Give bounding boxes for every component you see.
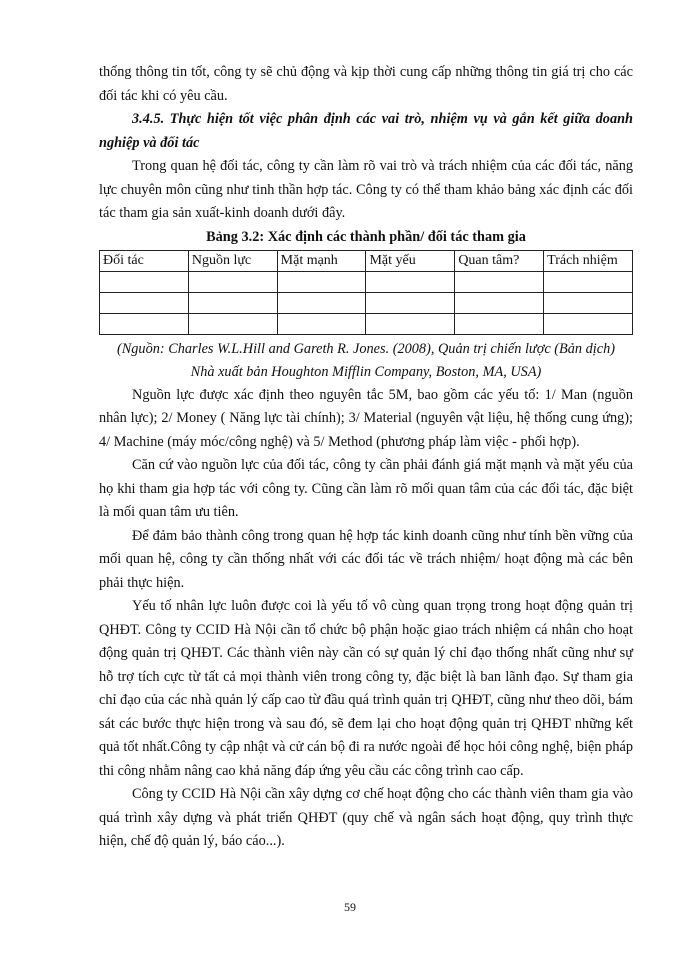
col-header-weaknesses: Mặt yếu bbox=[366, 250, 455, 271]
paragraph-continuation: thống thông tin tốt, công ty sẽ chủ động và kịp thời cung cấp những thông tin giá trị cho các đối tác khi có yêu cầu. bbox=[99, 64, 633, 104]
partners-table bbox=[99, 250, 633, 335]
table-cell bbox=[188, 313, 277, 334]
source-line-1: (Nguồn: Charles W.L.Hill and Gareth R. Jones. (2008), Quản trị chiến lược (Bản dịch) bbox=[116, 340, 616, 357]
table-header-row bbox=[100, 250, 633, 271]
table-cell bbox=[366, 292, 455, 313]
page-number: 59 bbox=[344, 900, 356, 914]
table-cell bbox=[366, 313, 455, 334]
paragraph-strengths: Căn cứ vào nguồn lực của đối tác, công ty cần phải đánh giá mặt mạnh và mặt yếu của họ khi tham gia hợp tác với công ty. Cũng cần làm rõ mối quan tâm của các đối tác, đặc biệt là mối quan tâm ưu tiên. bbox=[99, 457, 633, 520]
table-cell bbox=[455, 292, 544, 313]
table-cell bbox=[188, 271, 277, 292]
table-cell bbox=[100, 271, 189, 292]
intro-paragraph: Trong quan hệ đối tác, công ty cần làm rõ vai trò và trách nhiệm của các đối tác, năng lực chuyên môn cũng như tinh thần hợp tác. Công ty có thể tham khảo bảng xác định các đối tác tham gia sản xuất-kinh doanh dưới đây. bbox=[99, 158, 633, 221]
table-row bbox=[100, 271, 633, 292]
table-cell bbox=[100, 313, 189, 334]
table-cell bbox=[277, 271, 366, 292]
table-row bbox=[100, 292, 633, 313]
table-cell bbox=[544, 292, 633, 313]
paragraph-responsibility: Để đảm bảo thành công trong quan hệ hợp tác kinh doanh cũng như tính bền vững của mối quan hệ, công ty cần thống nhất với các đối tác về trách nhiệm/ hoạt động mà các bên phải thực hiện. bbox=[99, 527, 633, 591]
col-header-partner: Đối tác bbox=[100, 250, 189, 271]
table-cell bbox=[188, 292, 277, 313]
table-row bbox=[100, 313, 633, 334]
table-caption: Bảng 3.2: Xác định các thành phần/ đối tác tham gia bbox=[206, 228, 526, 245]
table-cell bbox=[366, 271, 455, 292]
col-header-resources: Nguồn lực bbox=[188, 250, 277, 271]
table-cell bbox=[277, 292, 366, 313]
section-heading: 3.4.5. Thực hiện tốt việc phân định các vai trò, nhiệm vụ và gắn kết giữa doanh nghiệp và đối tác bbox=[99, 111, 633, 151]
paragraph-5m: Nguồn lực được xác định theo nguyên tắc 5M, bao gồm các yếu tố: 1/ Man (nguồn nhân lực); 2/ Money ( Năng lực tài chính); 3/ Material (nguyên vật liệu, hệ thống cung ứng); 4/ Machine (máy móc/công nghệ) và 5/ Method (phương pháp làm việc - phối hợp). bbox=[99, 386, 633, 450]
table-cell bbox=[455, 313, 544, 334]
table-cell bbox=[544, 271, 633, 292]
col-header-strengths: Mặt mạnh bbox=[277, 250, 366, 271]
table-cell bbox=[544, 313, 633, 334]
col-header-interests: Quan tâm? bbox=[455, 250, 544, 271]
paragraph-human-factor: Yếu tố nhân lực luôn được coi là yếu tố vô cùng quan trọng trong hoạt động quản trị QHĐT. Công ty CCID Hà Nội cần tổ chức bộ phận hoặc giao trách nhiệm cá nhân cho hoạt động quản trị QHĐT. Các thành viên này cần có sự quản lý chỉ đạo thống nhất cũng như sự hỗ trợ tích cực từ tất cả mọi thành viên trong công ty, đặc biệt là ban lãnh đạo. Sự tham gia chỉ đạo của các nhà quản lý cấp cao từ đầu quá trình quản trị QHĐT, cũng như theo dõi, bám sát các bước thực hiện trong và sau đó, sẽ đem lại cho hoạt động quản trị QHĐT những kết quả tốt nhất.Công ty cập nhật và cử cán bộ đi ra nước ngoài để học hỏi công nghệ, biện pháp thi công nhằm nâng cao khả năng đáp ứng yêu cầu các công trình cao cấp. bbox=[99, 598, 633, 779]
table-source-note bbox=[99, 338, 633, 384]
table-cell bbox=[455, 271, 544, 292]
col-header-responsibility: Trách nhiệm bbox=[544, 250, 633, 271]
source-line-2: Nhà xuất bản Houghton Mifflin Company, Boston, MA, USA) bbox=[190, 363, 542, 380]
page-content bbox=[99, 61, 633, 854]
table-cell bbox=[277, 313, 366, 334]
table-cell bbox=[100, 292, 189, 313]
paragraph-mechanism: Công ty CCID Hà Nội cần xây dựng cơ chế hoạt động cho các thành viên tham gia vào quá trình xây dựng và phát triển QHĐT (quy chế và ngân sách hoạt động, quy trình thực hiện, chế độ quản lý, báo cáo...). bbox=[99, 786, 633, 849]
